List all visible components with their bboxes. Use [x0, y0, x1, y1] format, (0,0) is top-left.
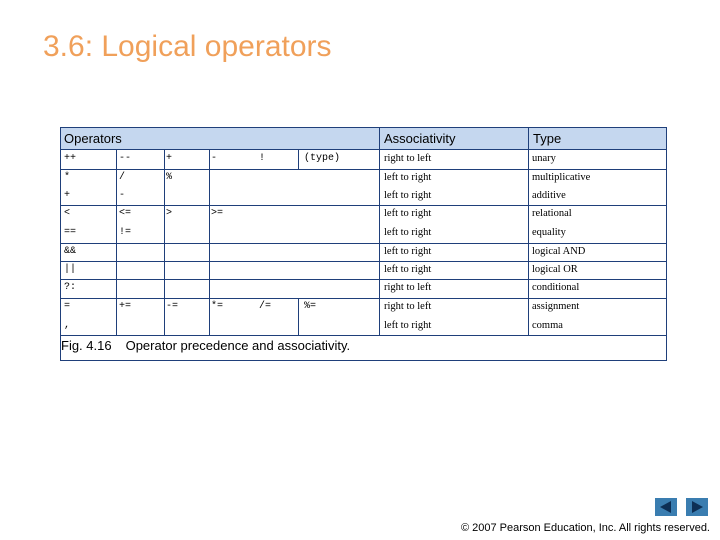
type-cell: assignment — [532, 301, 580, 312]
slide-title: 3.6: Logical operators — [43, 30, 332, 63]
row-divider — [61, 335, 666, 336]
associativity-cell: left to right — [384, 227, 432, 238]
type-cell: conditional — [532, 282, 580, 293]
associativity-cell: left to right — [384, 320, 432, 331]
type-cell: additive — [532, 190, 566, 201]
operator-cell: , — [64, 320, 71, 331]
operator-cell: %= — [304, 301, 317, 312]
header-type: Type — [533, 131, 562, 146]
column-divider — [379, 128, 380, 335]
operator-cell: /= — [259, 301, 272, 312]
operator-cell: -= — [166, 301, 179, 312]
figure-caption — [61, 338, 350, 353]
row-divider — [61, 243, 666, 244]
operator-precedence-table — [60, 127, 667, 361]
operator-cell: -- — [119, 153, 132, 164]
header-associativity: Associativity — [384, 131, 456, 146]
row-divider — [61, 169, 666, 170]
operator-cell: > — [166, 208, 173, 219]
triangle-left-icon — [655, 498, 677, 516]
type-cell: equality — [532, 227, 566, 238]
triangle-right-icon — [686, 498, 708, 516]
operator-cell: < — [64, 208, 71, 219]
operator-cell: (type) — [304, 153, 341, 164]
associativity-cell: left to right — [384, 264, 432, 275]
associativity-cell: right to left — [384, 301, 432, 312]
type-cell: comma — [532, 320, 563, 331]
operator-cell: - — [119, 190, 126, 201]
operator-cell: * — [64, 172, 71, 183]
copyright-footer: © 2007 Pearson Education, Inc. All rights reserved. — [460, 522, 710, 534]
next-slide-button[interactable] — [686, 498, 708, 516]
column-divider — [209, 150, 210, 335]
associativity-cell: left to right — [384, 208, 432, 219]
caption-label: Fig. 4.16 — [61, 338, 112, 353]
column-divider — [528, 128, 529, 335]
operator-cell: + — [64, 190, 71, 201]
row-divider — [61, 261, 666, 262]
type-cell: unary — [532, 153, 556, 164]
operator-cell: + — [166, 153, 173, 164]
type-cell: logical OR — [532, 264, 578, 275]
column-divider — [298, 298, 299, 335]
type-cell: relational — [532, 208, 572, 219]
operator-cell: || — [64, 264, 77, 275]
associativity-cell: left to right — [384, 246, 432, 257]
row-divider — [61, 298, 666, 299]
caption-text: Operator precedence and associativity. — [125, 338, 351, 353]
operator-cell: != — [119, 227, 132, 238]
associativity-cell: right to left — [384, 153, 432, 164]
operator-cell: ++ — [64, 153, 77, 164]
operator-cell: ! — [259, 153, 266, 164]
operator-cell: += — [119, 301, 132, 312]
operator-cell: = — [64, 301, 71, 312]
type-cell: logical AND — [532, 246, 586, 257]
operator-cell: == — [64, 227, 77, 238]
operator-cell: && — [64, 246, 77, 257]
table-header — [61, 128, 666, 150]
previous-slide-button[interactable] — [655, 498, 677, 516]
operator-cell: <= — [119, 208, 132, 219]
column-divider — [116, 150, 117, 335]
header-operators: Operators — [64, 131, 122, 146]
row-divider — [61, 205, 666, 206]
operator-cell: >= — [211, 208, 224, 219]
type-cell: multiplicative — [532, 172, 591, 183]
operator-cell: % — [166, 172, 173, 183]
operator-cell: ?: — [64, 282, 77, 293]
associativity-cell: right to left — [384, 282, 432, 293]
operator-cell: *= — [211, 301, 224, 312]
operator-cell: - — [211, 153, 218, 164]
associativity-cell: left to right — [384, 172, 432, 183]
column-divider — [298, 150, 299, 169]
column-divider — [164, 150, 165, 335]
row-divider — [61, 279, 666, 280]
associativity-cell: left to right — [384, 190, 432, 201]
operator-cell: / — [119, 172, 126, 183]
